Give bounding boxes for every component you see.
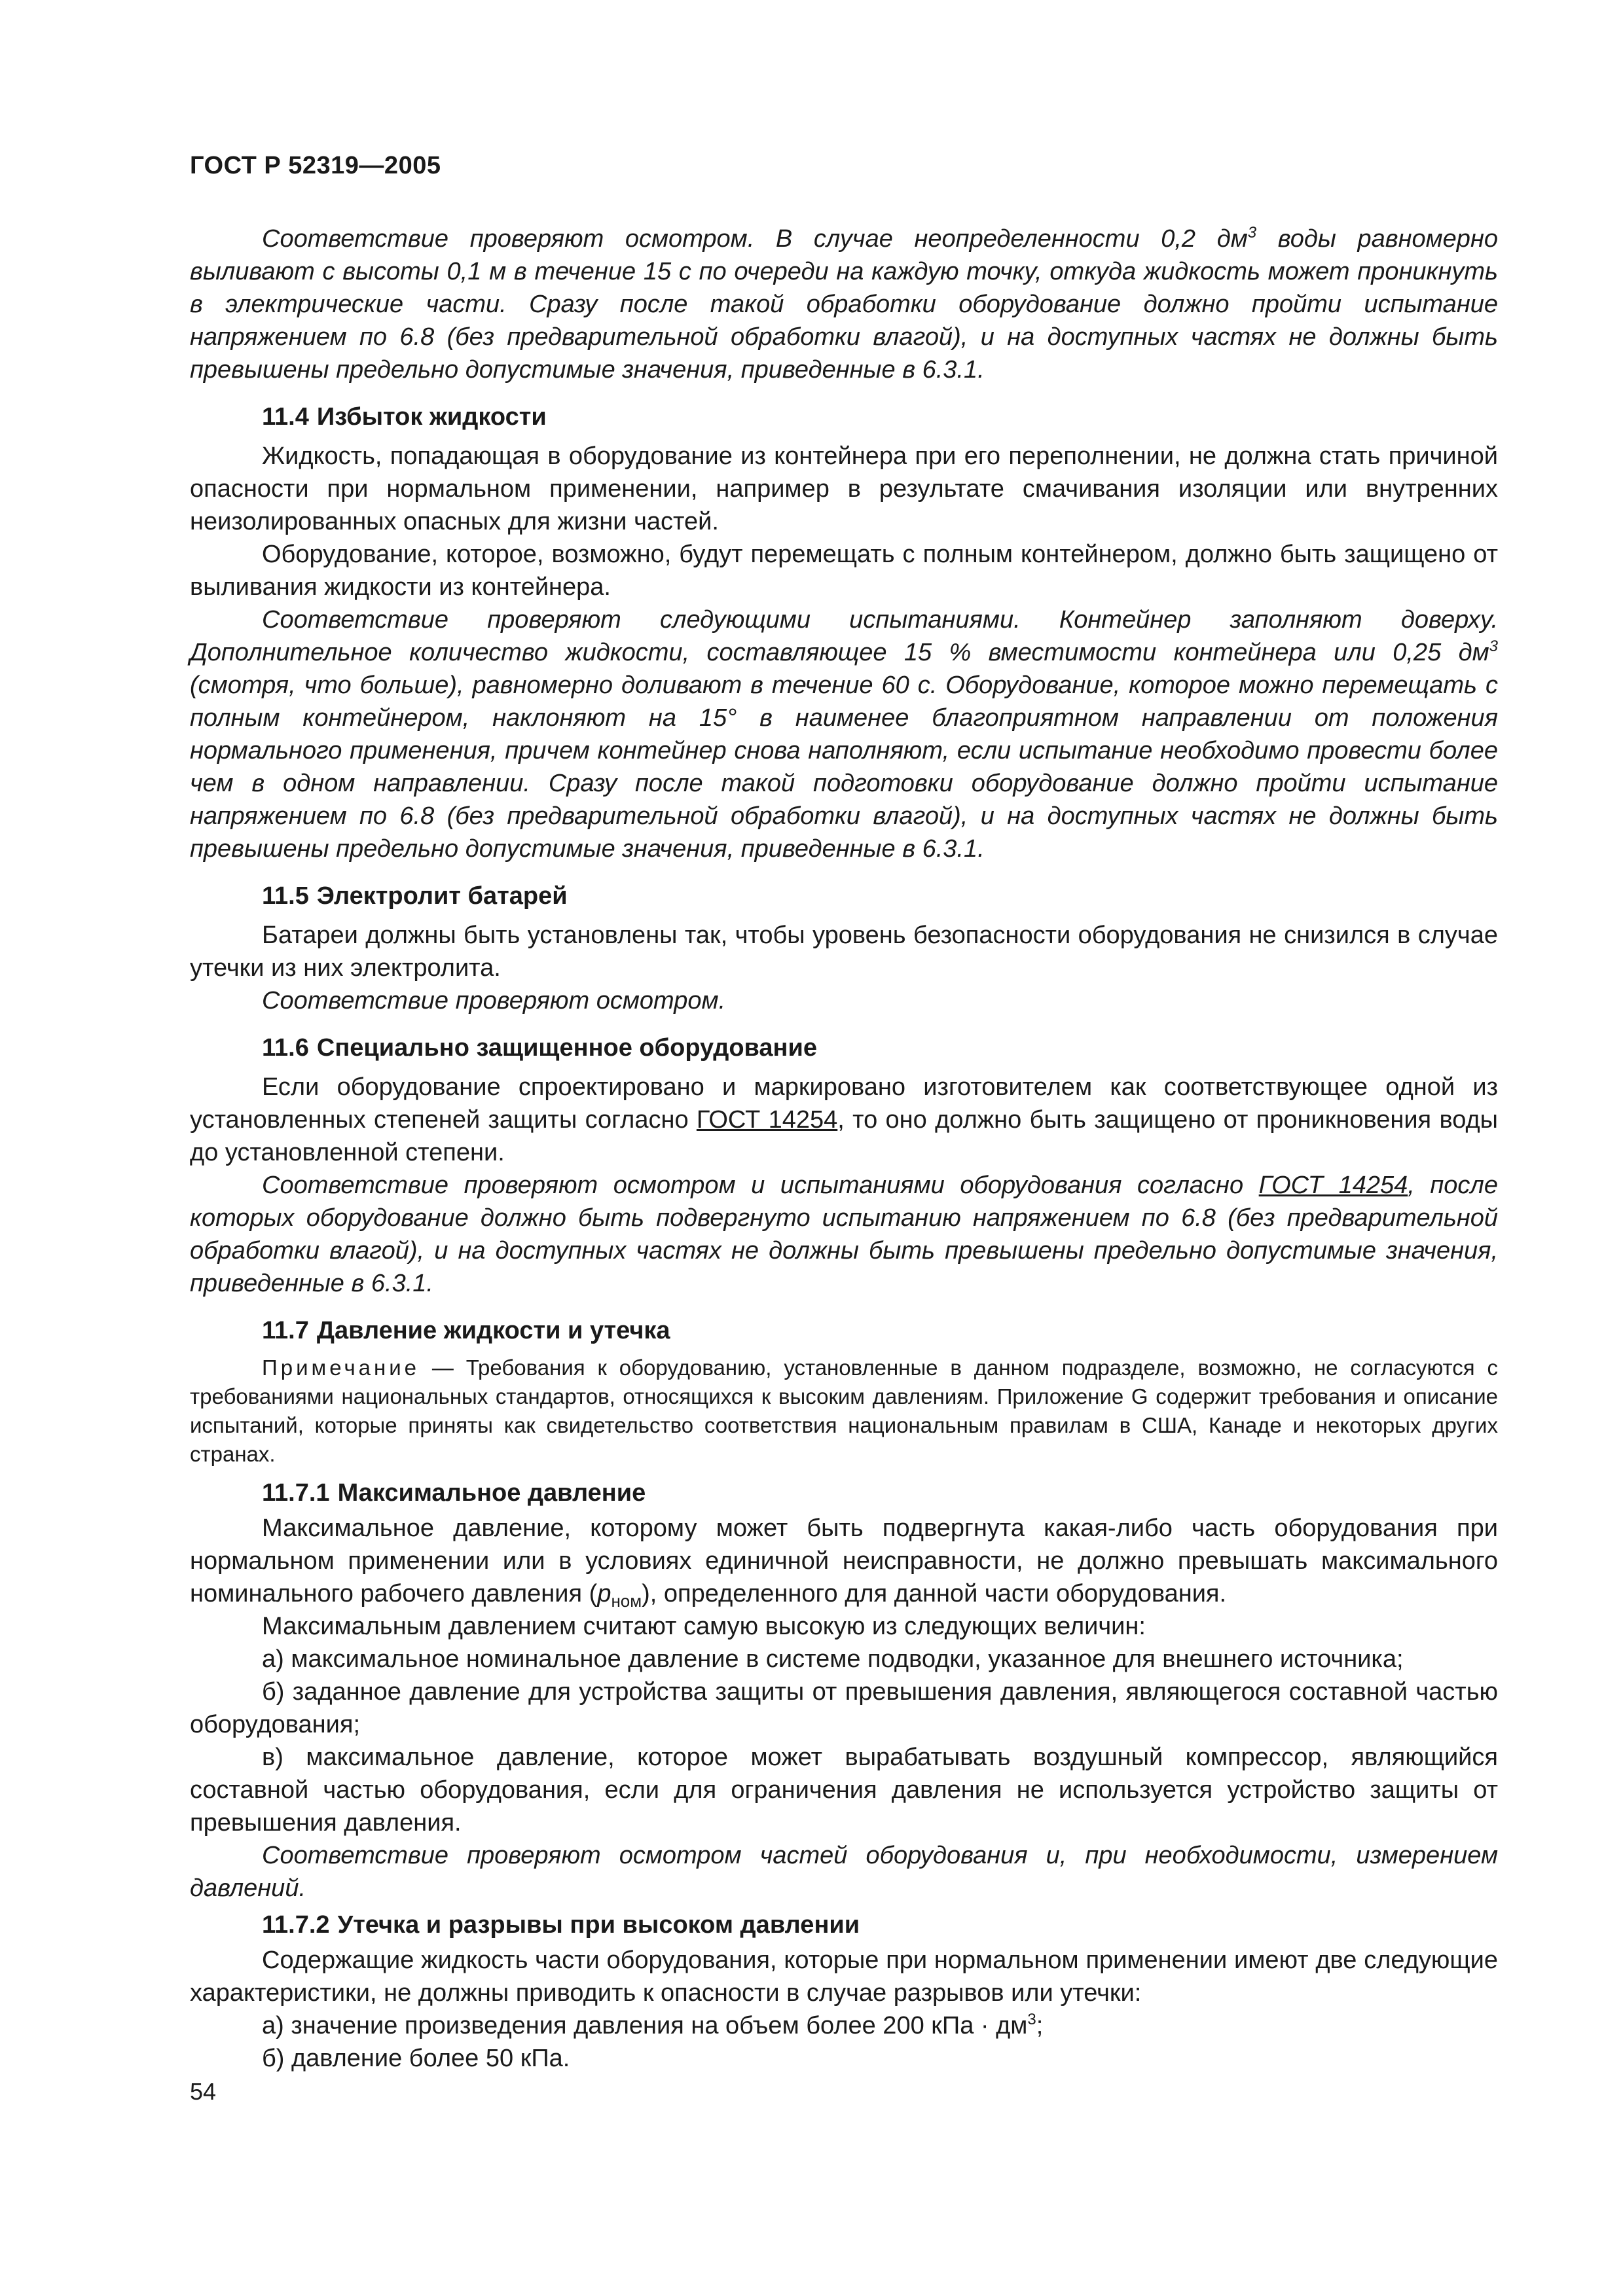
section-heading-11-7-1 [190,1477,1498,1509]
section-number: 11.7 [262,1317,309,1344]
document-header: ГОСТ Р 52319—2005 [190,152,441,179]
superscript: 3 [1489,637,1498,655]
section-title: Утечка и разрывы при высоком давлении [337,1911,860,1939]
list-item: в) максимальное давление, которое может вырабатывать воздушный компрессор, являющийся составной частью оборудования, если для ограничения давления не используется устройство защиты от превышения давления. [190,1744,1498,1837]
text-fragment: Если оборудование спроектировано и маркировано изготовителем как соответствующее одной из установленных степеней защиты согласно [190,1073,1498,1134]
section-heading-11-7 [190,1314,1498,1347]
compliance-paragraph: Соответствие проверяют осмотром частей оборудования и, при необходимости, измерением давлений. [190,1842,1498,1902]
section-number: 11.6 [262,1034,309,1062]
section-number: 11.4 [262,403,309,431]
text-fragment: (смотря, что больше), равномерно доливают в течение 60 с. Оборудование, которое можно перемещать с полным контейнером, наклоняют на 15° в наименее благоприятном направлении от положения нормального применения, причем контейнер снова наполняют, если испытание необходимо провести более чем в одном направлении. Сразу после такой подготовки оборудование должно пройти испытание напряжением по 6.8 (без предварительной обработки влагой), и на доступных частях не должны быть превышены предельно допустимые значения, приведенные в 6.3.1. [190,672,1498,863]
compliance-paragraph: Соответствие проверяют осмотром. [262,987,726,1014]
paragraph: Жидкость, попадающая в оборудование из контейнера при его переполнении, не должна стать причиной опасности при нормальном применении, например в результате смачивания изоляции или внутренних неизолированных опасных для жизни частей. [190,442,1498,535]
standard-reference-link[interactable]: ГОСТ 14254 [696,1106,838,1134]
text-fragment: воды равномерно выливают с высоты 0,1 м в течение 15 с по очереди на каждую точку, откуда жидкость может проникнуть в электрические части. Сразу после такой обработки оборудование должно пройти испытание напряжением по 6.8 (без предварительной обработки влагой), и на доступных частях не должны быть превышены предельно допустимые значения, приведенные в 6.3.1. [190,225,1498,384]
list-item: б) заданное давление для устройства защиты от превышения давления, являющегося составной частью оборудования; [190,1678,1498,1738]
text-fragment: Соответствие проверяют осмотром. В случае неопределенности 0,2 дм [262,225,1248,253]
paragraph [190,1512,1498,1610]
page-number: 54 [190,2078,217,2105]
text-fragment: Соответствие проверяют осмотром и испытаниями оборудования согласно [262,1172,1259,1199]
section-heading-11-5 [190,880,1498,912]
compliance-paragraph [190,603,1498,865]
superscript: 3 [1027,2011,1036,2028]
section-title: Электролит батарей [316,882,568,910]
compliance-paragraph [190,223,1498,386]
list-item: а) максимальное номинальное давление в системе подводки, указанное для внешнего источника; [262,1645,1404,1673]
section-heading-11-4 [190,401,1498,433]
superscript: 3 [1247,224,1257,242]
subscript: ном [611,1591,642,1611]
standard-reference-link[interactable]: ГОСТ 14254 [1258,1172,1408,1199]
section-title: Специально защищенное оборудование [316,1034,817,1062]
note-label: Примечание [262,1355,420,1380]
section-heading-11-6 [190,1031,1498,1064]
text-fragment: ; [1036,2012,1044,2039]
section-number: 11.7.1 [262,1479,330,1507]
paragraph: Оборудование, которое, возможно, будут перемещать с полным контейнером, должно быть защищено от выливания жидкости из контейнера. [190,541,1498,601]
compliance-paragraph [190,1169,1498,1300]
section-title: Избыток жидкости [316,403,547,431]
paragraph: Батареи должны быть установлены так, чтобы уровень безопасности оборудования не снизился в случае утечки из них электролита. [190,922,1498,982]
paragraph: Содержащие жидкость части оборудования, которые при нормальном применении имеют две следующие характеристики, не должны приводить к опасности в случае разрывов или утечки: [190,1946,1498,2007]
section-number: 11.7.2 [262,1911,330,1939]
text-fragment: Максимальное давление, которому может быть подвергнута какая-либо часть оборудования при нормальном применении или в условиях единичной неисправности, не должно превышать максимального номинального рабочего давления ( [190,1515,1498,1607]
list-item [190,2009,1498,2042]
section-title: Максимальное давление [337,1479,646,1507]
paragraph [190,1071,1498,1169]
text-fragment: Соответствие проверяют следующими испытаниями. Контейнер заполняют доверху. Дополнительное количество жидкости, составляющее 15 % вместимости контейнера или 0,25 дм [190,606,1498,666]
section-heading-11-7-2 [190,1909,1498,1941]
pressure-symbol: p [597,1580,611,1607]
note-paragraph [190,1354,1498,1469]
text-fragment: а) значение произведения давления на объем более 200 кПа · дм [262,2012,1028,2039]
note-text: — Требования к оборудованию, установленные в данном подразделе, возможно, не согласуются с требованиями национальных стандартов, относящихся к высоким давлениям. Приложение G содержит требования и описание испытаний, которые приняты как свидетельство соответствия национальным правилам в США, Канаде и некоторых других странах. [190,1355,1498,1466]
section-title: Давление жидкости и утечка [316,1317,670,1344]
text-fragment: , после которых оборудование должно быть подвергнуто испытанию напряжением по 6.8 (без предварительной обработки влагой), и на доступных частях не должны быть превышены предельно допустимые значения, приведенные в 6.3.1. [190,1172,1498,1297]
document-body [190,223,1498,2075]
paragraph: Максимальным давлением считают самую высокую из следующих величин: [262,1613,1146,1640]
list-item: б) давление более 50 кПа. [262,2045,570,2072]
text-fragment: , то оно должно быть защищено от проникновения воды до установленной степени. [190,1106,1498,1166]
text-fragment: ), определенного для данной части оборудования. [642,1580,1227,1607]
section-number: 11.5 [262,882,309,910]
